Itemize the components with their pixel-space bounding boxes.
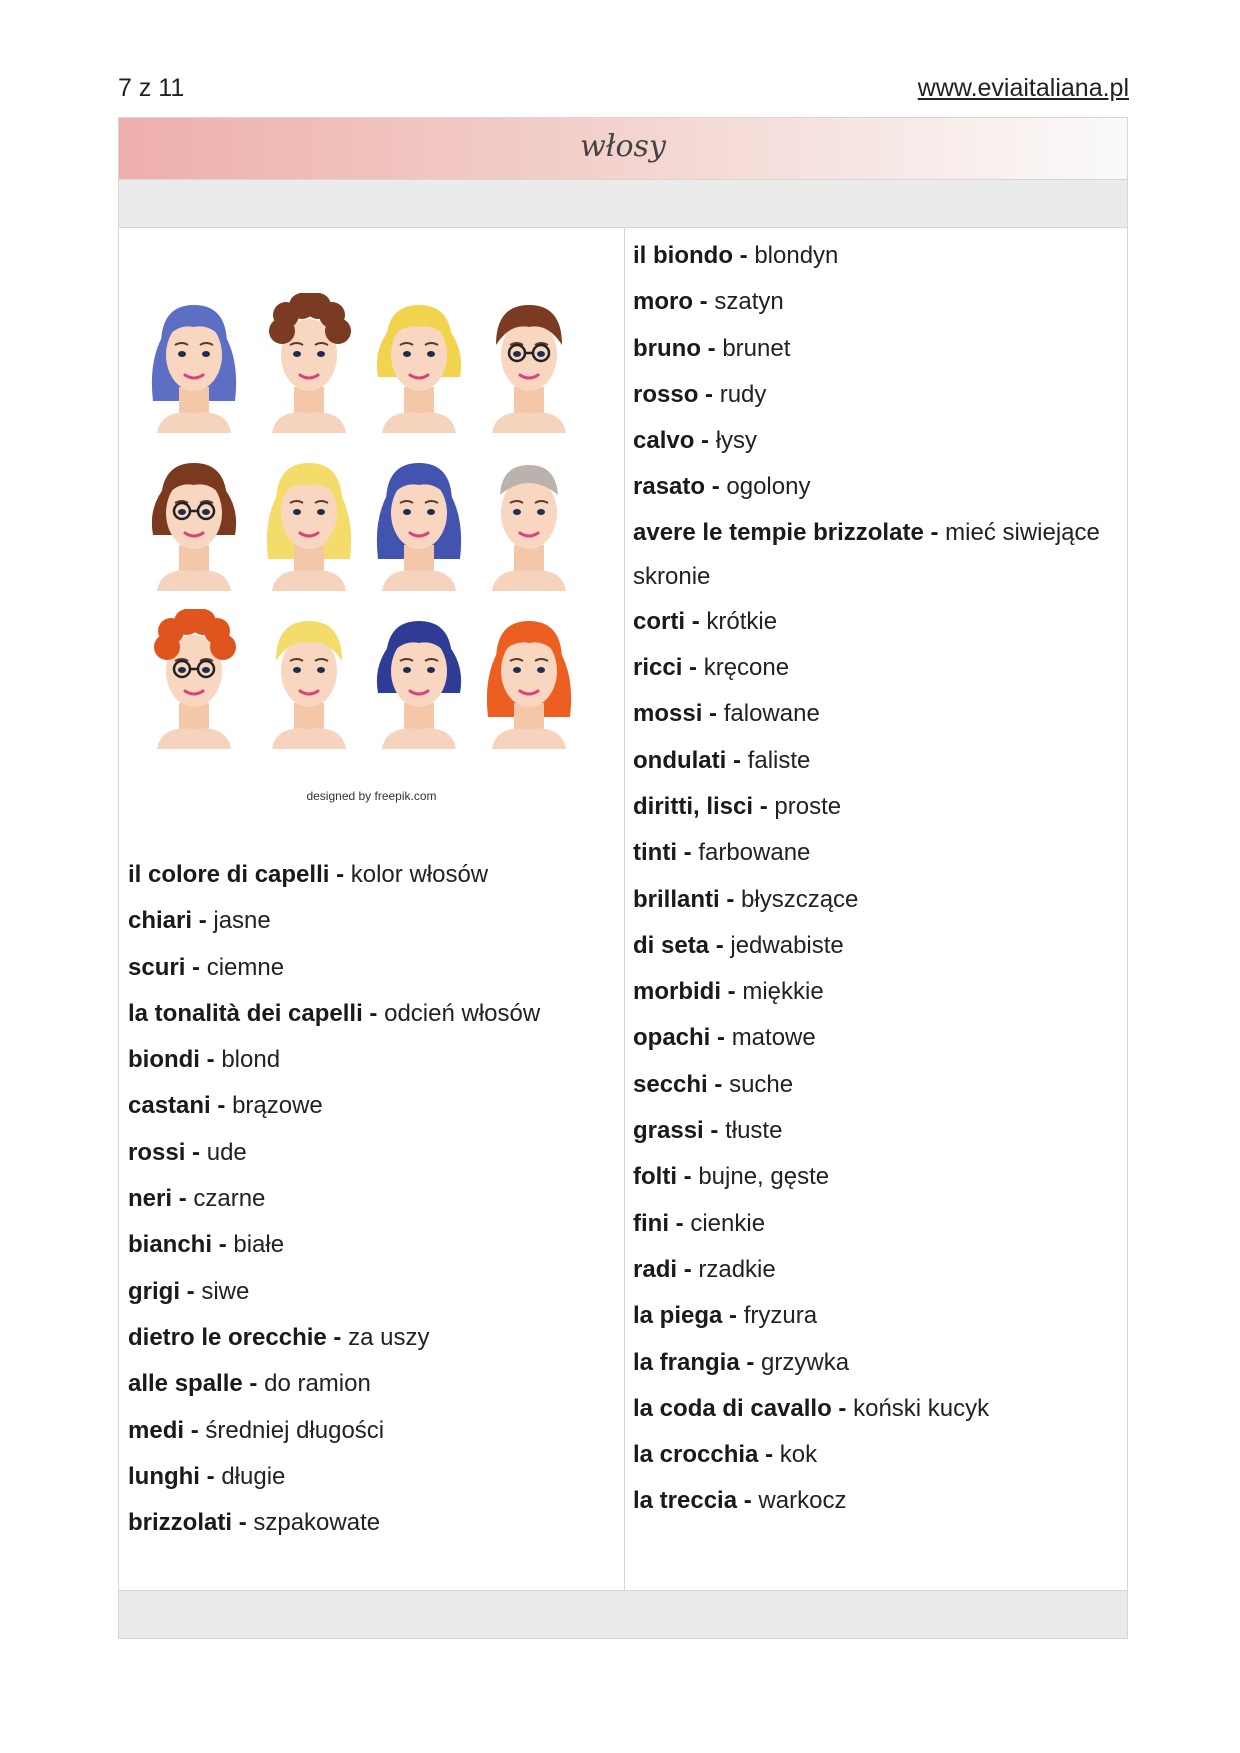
hairstyle-face [474, 293, 584, 433]
vocab-item: brizzolati - szpakowate [128, 1509, 381, 1537]
vocab-item: grassi - tłuste [633, 1117, 783, 1145]
hairstyle-face [364, 609, 474, 749]
vocab-item: scuri - ciemne [128, 953, 285, 981]
vocab-item: ondulati - faliste [633, 746, 811, 774]
vocab-item: ricci - kręcone [633, 654, 790, 682]
hairstyle-face [364, 293, 474, 433]
vocab-item: la crocchia - kok [633, 1441, 818, 1469]
hairstyle-face [254, 293, 364, 433]
hairstyle-face [139, 293, 249, 433]
title-bar [119, 118, 1127, 180]
vocab-item: castani - brązowe [128, 1092, 323, 1120]
vocab-item: biondi - blond [128, 1046, 281, 1074]
vocab-item: secchi - suche [633, 1070, 794, 1098]
vocab-item: calvo - łysy [633, 427, 758, 455]
hairstyle-face [364, 451, 474, 591]
vocab-item: avere le tempie brizzolate - mieć siwiejące skronie [633, 518, 1100, 590]
vocab-item: di seta - jedwabiste [633, 931, 844, 959]
vocab-item: fini - cienkie [633, 1209, 766, 1237]
hairstyle-face [254, 609, 364, 749]
vocab-item: medi - średniej długości [128, 1416, 385, 1444]
website-link[interactable]: www.eviaitaliana.pl [917, 74, 1129, 102]
vocab-item: neri - czarne [128, 1185, 266, 1213]
footer-row [119, 1590, 1127, 1638]
vocab-item: rasato - ogolony [633, 473, 811, 501]
vocab-item: bruno - brunet [633, 334, 791, 362]
vocab-item: la tonalità dei capelli - odcień włosów [128, 999, 541, 1027]
vocab-item: folti - bujne, gęste [633, 1163, 830, 1191]
vocab-item: la treccia - warkocz [633, 1487, 847, 1515]
hairstyle-face [474, 451, 584, 591]
page-number: 7 z 11 [118, 74, 185, 102]
vocab-item: mossi - falowane [633, 700, 820, 728]
vocab-item: moro - szatyn [633, 288, 784, 316]
vocab-item: grigi - siwe [128, 1277, 250, 1305]
hairstyle-face [139, 609, 249, 749]
hairstyle-face [139, 451, 249, 591]
vocab-item: alle spalle - do ramion [128, 1370, 371, 1398]
hairstyle-illustration [139, 293, 589, 763]
vocab-item: il colore di capelli - kolor włosów [128, 861, 489, 888]
hairstyle-face [254, 451, 364, 591]
vocab-item: rossi - ude [128, 1138, 247, 1166]
vocab-item: radi - rzadkie [633, 1255, 776, 1283]
right-vocab-list [633, 233, 1113, 1525]
vocab-item: la piega - fryzura [633, 1302, 818, 1330]
vocab-item: dietro le orecchie - za uszy [128, 1323, 430, 1351]
vocab-item: morbidi - miękkie [633, 978, 824, 1006]
vocab-item: diritti, lisci - proste [633, 792, 842, 820]
vocab-item: corti - krótkie [633, 607, 778, 635]
vocab-item: bianchi - białe [128, 1231, 285, 1259]
vocab-item: rosso - rudy [633, 380, 767, 408]
vocab-item: chiari - jasne [128, 907, 271, 935]
image-credit: designed by freepik.com [306, 789, 437, 803]
vocab-item: lunghi - długie [128, 1462, 286, 1490]
vocab-item: la frangia - grzywka [633, 1348, 850, 1376]
page-title: włosy [580, 129, 666, 164]
header-spacer-row [119, 180, 1127, 228]
column-divider [624, 228, 625, 1638]
vocab-item: tinti - farbowane [633, 839, 811, 867]
hairstyle-face [474, 609, 584, 749]
vocab-item: brillanti - błyszczące [633, 885, 859, 913]
vocab-item: la coda di cavallo - koński kucyk [633, 1394, 990, 1422]
vocab-item: il biondo - blondyn [633, 242, 839, 269]
vocabulary-table [118, 117, 1128, 1639]
vocab-item: opachi - matowe [633, 1024, 816, 1052]
left-vocab-list [128, 852, 608, 1546]
